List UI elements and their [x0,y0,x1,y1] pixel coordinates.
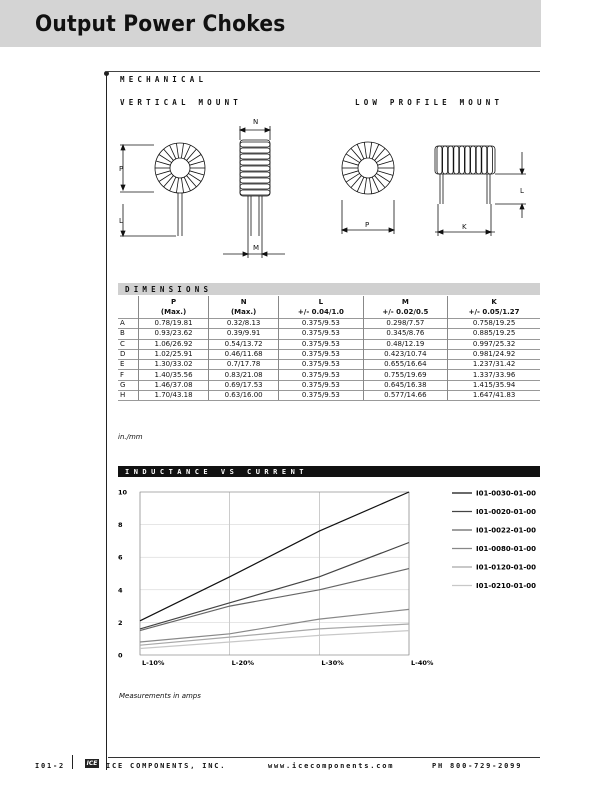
table-row [118,339,540,349]
table-cell: 0.69/17.53 [209,380,279,390]
footer-divider [72,755,73,769]
table-row [118,329,540,339]
website: www.icecomponents.com [268,762,395,770]
table-cell: 0.375/9.53 [279,391,363,401]
legend-label: I01-0210-01-00 [476,582,537,590]
table-cell: 1.647/41.83 [448,391,540,401]
dimensions-heading: DIMENSIONS [125,285,213,294]
col-header: M +/- 0.02/0.5 [363,296,447,319]
table-cell: 0.48/12.19 [363,339,447,349]
col-header: P (Max.) [139,296,209,319]
table-cell: 0.375/9.53 [279,319,363,329]
table-cell: B [118,329,139,339]
page-title: Output Power Chokes [35,12,286,37]
series-line-I01-0022-01-00 [140,569,409,631]
table-cell: 1.46/37.08 [139,380,209,390]
table-cell: A [118,319,139,329]
dim-letter-k: K [462,223,467,231]
table-row [118,380,540,390]
y-tick-label: 0 [118,651,123,660]
table-cell: 0.645/16.38 [363,380,447,390]
y-tick-label: 4 [118,586,123,595]
measurement-note: Measurements in amps [119,692,201,700]
page-number: I01-2 [35,762,66,770]
table-cell: C [118,339,139,349]
table-cell: E [118,360,139,370]
plot-frame [140,492,409,655]
x-tick-label: L-10% [142,659,165,667]
table-cell: 1.40/35.56 [139,370,209,380]
table-cell: 1.237/31.42 [448,360,540,370]
table-cell: 0.93/23.62 [139,329,209,339]
table-cell: 0.375/9.53 [279,329,363,339]
col-header [118,296,139,319]
legend-label: I01-0030-01-00 [476,489,537,498]
legend-label: I01-0080-01-00 [476,545,537,553]
table-cell: 0.78/19.81 [139,319,209,329]
footer-rule [108,757,540,758]
y-tick-label: 6 [118,553,123,562]
table-cell: 0.54/13.72 [209,339,279,349]
table-cell: 0.758/19.25 [448,319,540,329]
y-tick-label: 2 [118,618,123,627]
company-name: ICE COMPONENTS, INC. [106,762,227,770]
vertical-toroid-front [155,143,205,236]
top-rule [106,71,540,72]
mechanical-heading: MECHANICAL [120,75,208,84]
table-cell: 0.345/8.76 [363,329,447,339]
table-cell: 0.375/9.53 [279,360,363,370]
low-profile-side-view [435,146,495,204]
table-cell: 0.375/9.53 [279,339,363,349]
dim-letter-m: M [253,244,260,252]
vertical-side-view [240,140,270,236]
table-cell: 0.885/19.25 [448,329,540,339]
table-cell: 1.06/26.92 [139,339,209,349]
legend-label: I01-0020-01-00 [476,508,537,516]
y-tick-label: 8 [118,521,123,530]
chart-title: INDUCTANCE VS CURRENT [125,467,309,476]
dim-letter-l2: L [520,187,524,195]
table-cell: 0.39/9.91 [209,329,279,339]
col-header: L +/- 0.04/1.0 [279,296,363,319]
table-header-row [118,296,540,319]
phone-number: PH 800-729-2099 [432,762,523,770]
table-row [118,391,540,401]
table-cell: 1.337/33.96 [448,370,540,380]
mechanical-drawings [110,110,540,270]
col-header: N (Max.) [209,296,279,319]
inductance-chart [110,480,540,675]
table-cell: G [118,380,139,390]
low-profile-mount-label: LOW PROFILE MOUNT [355,98,504,107]
y-tick-label: 10 [118,488,128,497]
table-cell: 0.83/21.08 [209,370,279,380]
x-tick-label: L-40% [411,659,434,667]
dim-letter-p: P [119,165,124,173]
dim-letter-p2: P [365,221,370,229]
table-cell: 0.375/9.53 [279,370,363,380]
title-banner [0,0,541,47]
table-cell: 0.655/16.64 [363,360,447,370]
table-row [118,360,540,370]
table-cell: 0.63/16.00 [209,391,279,401]
table-cell: 1.415/35.94 [448,380,540,390]
table-cell: 0.375/9.53 [279,380,363,390]
series-line-I01-0030-01-00 [140,492,409,621]
dimensions-table [118,296,540,401]
table-cell: 0.755/19.69 [363,370,447,380]
legend-label: I01-0120-01-00 [476,563,537,572]
table-row [118,319,540,329]
legend-label: I01-0022-01-00 [476,526,537,535]
x-tick-label: L-20% [231,659,255,667]
ice-logo: ICE [86,760,98,767]
left-margin-rule [106,72,107,770]
table-cell: 0.32/8.13 [209,319,279,329]
table-cell: 1.70/43.18 [139,391,209,401]
table-cell: H [118,391,139,401]
table-cell: 0.46/11.68 [209,349,279,359]
table-cell: 0.298/7.57 [363,319,447,329]
dim-letter-l: L [119,217,123,225]
series-line-I01-0120-01-00 [140,624,409,645]
vertical-mount-label: VERTICAL MOUNT [120,98,243,107]
table-cell: F [118,370,139,380]
table-row [118,349,540,359]
dim-letter-n: N [253,118,259,126]
table-cell: 1.30/33.02 [139,360,209,370]
table-cell: 0.423/10.74 [363,349,447,359]
x-tick-label: L-30% [321,659,344,667]
low-profile-toroid-top [342,142,394,194]
table-cell: 0.577/14.66 [363,391,447,401]
table-row [118,370,540,380]
table-cell: 0.7/17.78 [209,360,279,370]
table-cell: 0.375/9.53 [279,349,363,359]
series-line-I01-0020-01-00 [140,543,409,629]
table-cell: 1.02/25.91 [139,349,209,359]
units-note: in./mm [118,433,143,441]
table-cell: D [118,349,139,359]
col-header: K +/- 0.05/1.27 [448,296,540,319]
table-cell: 0.981/24.92 [448,349,540,359]
table-cell: 0.997/25.32 [448,339,540,349]
